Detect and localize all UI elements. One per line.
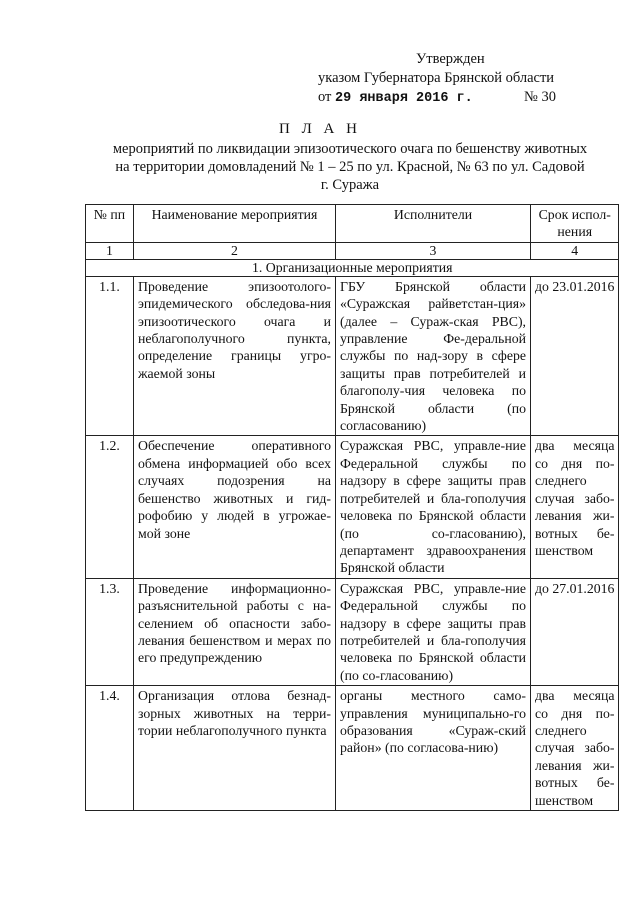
column-number-row [86, 242, 619, 259]
table-row [86, 578, 619, 685]
column-number: 4 [531, 242, 619, 259]
approval-block [318, 50, 556, 108]
row-name: Организация отлова безнад-зорных животных на терри-тории неблагополучного пункта [134, 686, 336, 811]
row-name: Обеспечение оперативного обмена информацией обо всех случаях подозрения на бешенство животных и гид-рофобию у людей в угрожае-мой зоне [134, 436, 336, 578]
approval-number: № 30 [524, 89, 556, 105]
plan-heading: П Л А Н [279, 121, 361, 137]
column-number: 1 [86, 242, 134, 259]
table-row [86, 686, 619, 811]
approval-title: Утвержден [416, 51, 485, 67]
table-row [86, 276, 619, 436]
plan-title [90, 140, 610, 194]
row-num: 1.2. [86, 436, 134, 578]
row-executors: органы местного само-управления муниципально-го образования «Сураж-ский район» (по согласова-нию) [336, 686, 531, 811]
row-num: 1.4. [86, 686, 134, 811]
row-deadline: два месяца со дня по-следнего случая забо-левания жи-вотных бе-шенством [531, 436, 619, 578]
plan-title-line-2: на территории домовладений № 1 – 25 по ул. Красной, № 63 по ул. Садовой [115, 159, 585, 175]
section-row [86, 259, 619, 276]
plan-title-line-1: мероприятий по ликвидации эпизоотического очага по бешенству животных [112, 141, 588, 157]
row-name: Проведение информационно-разъяснительной работы с на-селением об опасности забо-левания бешенством и мерах по его предупреждению [134, 578, 336, 685]
row-executors: Суражская РВС, управле-ние Федеральной службы по надзору в сфере защиты прав потребителей и бла-гополучия человека по Брянской области (по со-гласованию) [336, 578, 531, 685]
approval-date-line [318, 88, 556, 108]
plan-table [85, 204, 619, 811]
header-deadline: Срок испол-нения [531, 205, 619, 243]
row-deadline: два месяца со дня по-следнего случая забо-левания жи-вотных бе-шенством [531, 686, 619, 811]
header-num: № пп [86, 205, 134, 243]
approval-date: 29 января 2016 г. [335, 91, 473, 106]
row-deadline: до 27.01.2016 [531, 578, 619, 685]
table-header-row [86, 205, 619, 243]
column-number: 3 [336, 242, 531, 259]
section-title: 1. Организационные мероприятия [86, 259, 619, 276]
header-executors: Исполнители [336, 205, 531, 243]
row-executors: ГБУ Брянской области «Суражская райветстан-ция» (далее – Сураж-ская РВС), управление Фе-деральной службы по над-зору в сфере защиты прав потребителей и благополу-чия человека по Брянской области (по согласованию) [336, 276, 531, 436]
plan-title-line-3: г. Суража [320, 177, 380, 193]
column-number: 2 [134, 242, 336, 259]
row-name: Проведение эпизоотолого-эпидемического обследова-ния эпизоотического очага и неблагополучного пункта, определение границы угро-жаемой зоны [134, 276, 336, 436]
approval-date-prefix: от [318, 89, 332, 105]
table-row [86, 436, 619, 578]
row-num: 1.3. [86, 578, 134, 685]
row-executors: Суражская РВС, управле-ние Федеральной службы по надзору в сфере защиты прав потребителей и бла-гополучия человека по Брянской области (по со-гласованию), департамент здравоохранения Брянской области [336, 436, 531, 578]
header-name: Наименование мероприятия [134, 205, 336, 243]
approval-decree: указом Губернатора Брянской области [318, 70, 555, 86]
row-deadline: до 23.01.2016 [531, 276, 619, 436]
row-num: 1.1. [86, 276, 134, 436]
